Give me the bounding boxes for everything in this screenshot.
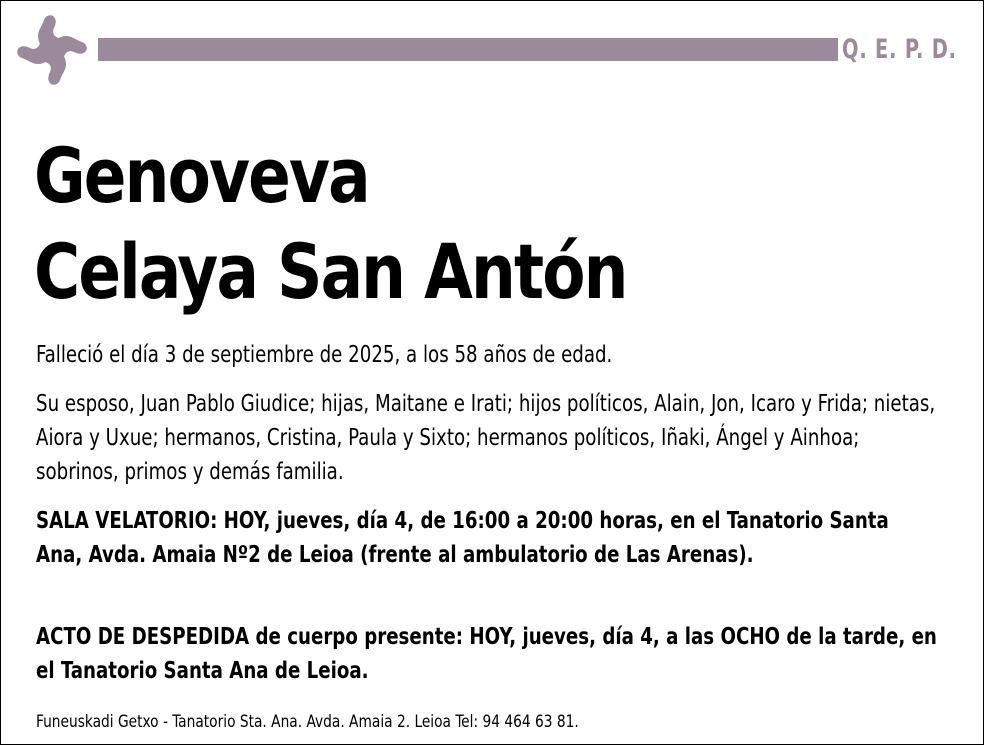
- death-info: Falleció el día 3 de septiembre de 2025, a los 58 años de edad.: [36, 342, 613, 368]
- lauburu-icon: [14, 12, 90, 88]
- farewell-info: ACTO DE DESPEDIDA de cuerpo presente: HOY, jueves, día 4, a las OCHO de la tarde, en el Tanatorio Santa Ana de Leioa.: [36, 624, 937, 684]
- deceased-first-name: Genoveva: [34, 131, 369, 220]
- qepd-label: Q. E. P. D.: [842, 34, 957, 65]
- wake-info: SALA VELATORIO: HOY, jueves, día 4, de 16:00 a 20:00 horas, en el Tanatorio Santa Ana, Avda. Amaia Nº2 de Leioa (frente al ambulatorio de Las Arenas).: [36, 508, 889, 568]
- header-bar: [98, 38, 838, 61]
- deceased-surname: Celaya San Antón: [34, 227, 627, 316]
- funeral-home-footer: Funeuskadi Getxo - Tanatorio Sta. Ana. Avda. Amaia 2. Leioa Tel: 94 464 63 81.: [36, 712, 579, 732]
- family-list: Su esposo, Juan Pablo Giudice; hijas, Maitane e Irati; hijos políticos, Alain, Jon, Icaro y Frida; nietas, Aiora y Uxue; hermanos, Cristina, Paula y Sixto; hermanos políticos, Iñaki, Ángel y Ainhoa; sobrinos, primos y demás familia.: [36, 391, 936, 485]
